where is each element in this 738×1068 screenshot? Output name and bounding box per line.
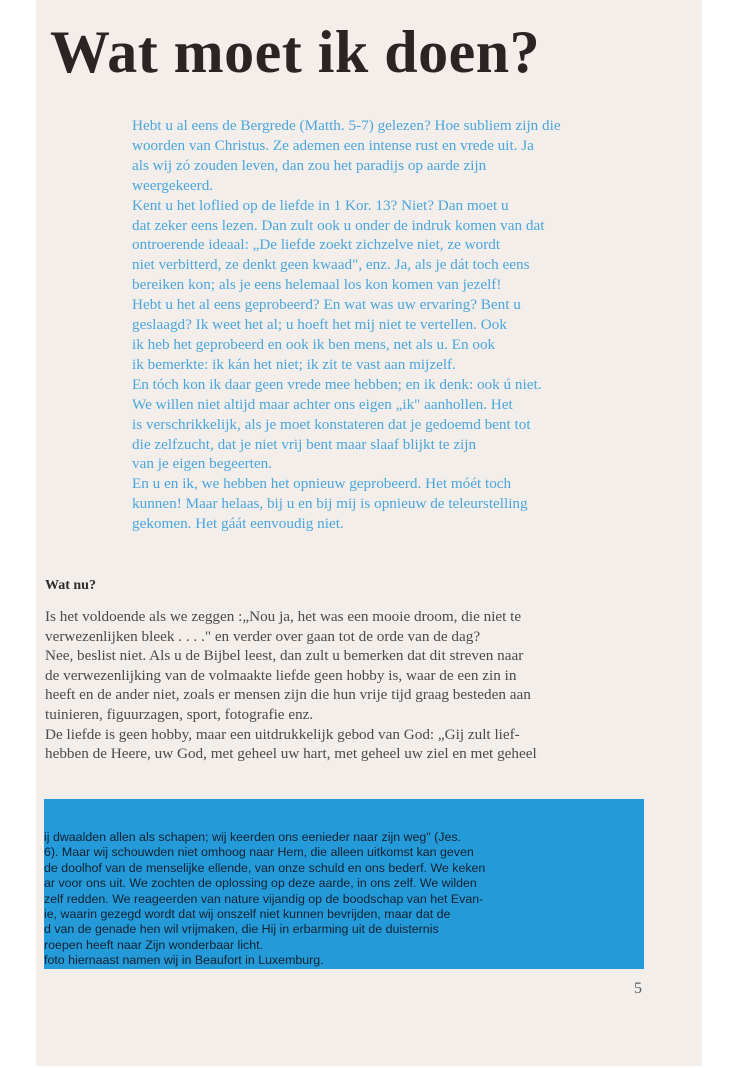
caption-line: roepen heeft naar Zijn wonderbaar licht. — [44, 937, 264, 952]
body-line: hebben de Heere, uw God, met geheel uw hart, met geheel uw ziel en met geheel — [45, 745, 537, 763]
caption-line: de doolhof van de menselijke ellende, van onze schuld en ons bederf. We keken — [44, 860, 486, 875]
page-title: Wat moet ik doen? — [50, 19, 541, 85]
caption-line: ij dwaalden allen als schapen; wij keerden ons eenieder naar zijn weg" (Jes. — [44, 830, 461, 844]
intro-line: En u en ik, we hebben het opnieuw geprobeerd. Het móét toch — [132, 475, 512, 493]
body-line: verwezenlijken bleek . . . ." en verder over gaan tot de orde van de dag? — [45, 627, 481, 645]
caption-line: ar voor ons uit. We zochten de oplossing op deze aarde, in ons zelf. We wilden — [44, 876, 477, 891]
intro-line: ontroerende ideaal: „De liefde zoekt zichzelve niet, ze wordt — [132, 236, 501, 254]
intro-line: niet verbitterd, ze denkt geen kwaad", enz. Ja, als je dát toch eens — [132, 256, 530, 274]
intro-line: ik heb het geprobeerd en ook ik ben mens, net als u. En ook — [132, 335, 496, 353]
intro-line: Hebt u al eens de Bergrede (Matth. 5-7) gelezen? Hoe subliem zijn die — [132, 117, 561, 134]
page — [36, 0, 702, 1066]
intro-line: kunnen! Maar helaas, bij u en bij mij is opnieuw de teleurstelling — [132, 495, 528, 513]
intro-line: Kent u het loflied op de liefde in 1 Kor. 13? Niet? Dan moet u — [132, 196, 509, 214]
body-line: de verwezenlijking van de volmaakte liefde geen hobby is, waar de een zin in — [45, 666, 517, 684]
intro-line: ik bemerkte: ik kán het niet; ik zit te vast aan mijzelf. — [132, 355, 456, 373]
caption-box — [44, 799, 644, 969]
body-line: heeft en de ander niet, zoals er mensen zijn die hun vrije tijd graag besteden aan — [45, 686, 531, 704]
caption-line: d van de genade hen wil vrijmaken, die Hij in erbarming uit de duisternis — [44, 922, 439, 937]
intro-line: dat zeker eens lezen. Dan zult ook u onder de indruk komen van dat — [132, 216, 545, 234]
body-line: tuinieren, figuurzagen, sport, fotografie enz. — [45, 705, 314, 723]
body-line: Is het voldoende als we zeggen :„Nou ja, het was een mooie droom, die niet te — [45, 608, 522, 625]
caption-line: foto hiernaast namen wij in Beaufort in Luxemburg. — [44, 953, 324, 968]
body-line: De liefde is geen hobby, maar een uitdrukkelijk gebod van God: „Gij zult lief- — [45, 725, 520, 743]
intro-line: geslaagd? Ik weet het al; u hoeft het mij niet te vertellen. Ook — [132, 316, 507, 334]
intro-line: gekomen. Het gáát eenvoudig niet. — [132, 515, 344, 533]
intro-line: weergekeerd. — [132, 176, 214, 194]
intro-line: is verschrikkelijk, als je moet konstateren dat je gedoemd bent tot — [132, 415, 531, 433]
body-text — [45, 607, 649, 764]
page-number: 5 — [634, 980, 642, 997]
intro-line: als wij zó zouden leven, dan zou het paradijs op aarde zijn — [132, 156, 487, 174]
intro-line: bereiken kon; als je eens helemaal los kon komen van jezelf! — [132, 276, 502, 294]
intro-line: We willen niet altijd maar achter ons eigen „ik" aanhollen. Het — [132, 395, 513, 413]
caption-line: zelf redden. We reageerden van nature vijandig op de boodschap van het Evan- — [44, 891, 484, 906]
intro-line: En tóch kon ik daar geen vrede mee hebben; en ik denk: ook ú niet. — [132, 375, 542, 393]
caption-line: 6). Maar wij schouwden niet omhoog naar Hem, die alleen uitkomst kan geven — [44, 845, 474, 860]
body-line: Nee, beslist niet. Als u de Bijbel leest, dan zult u bemerken dat dit streven naar — [45, 647, 524, 665]
intro-line: die zelfzucht, dat je niet vrij bent maar slaaf blijkt te zijn — [132, 435, 477, 453]
caption-text — [44, 830, 636, 969]
section-heading: Wat nu? — [45, 578, 96, 593]
caption-line: ie, waarin gezegd wordt dat wij onszelf niet kunnen bevrijden, maar dat de — [44, 907, 451, 922]
intro-line: Hebt u het al eens geprobeerd? En wat was uw ervaring? Bent u — [132, 296, 521, 314]
intro-line: woorden van Christus. Ze ademen een intense rust en vrede uit. Ja — [132, 136, 534, 154]
intro-line: van je eigen begeerten. — [132, 455, 272, 473]
intro-text — [132, 116, 658, 534]
